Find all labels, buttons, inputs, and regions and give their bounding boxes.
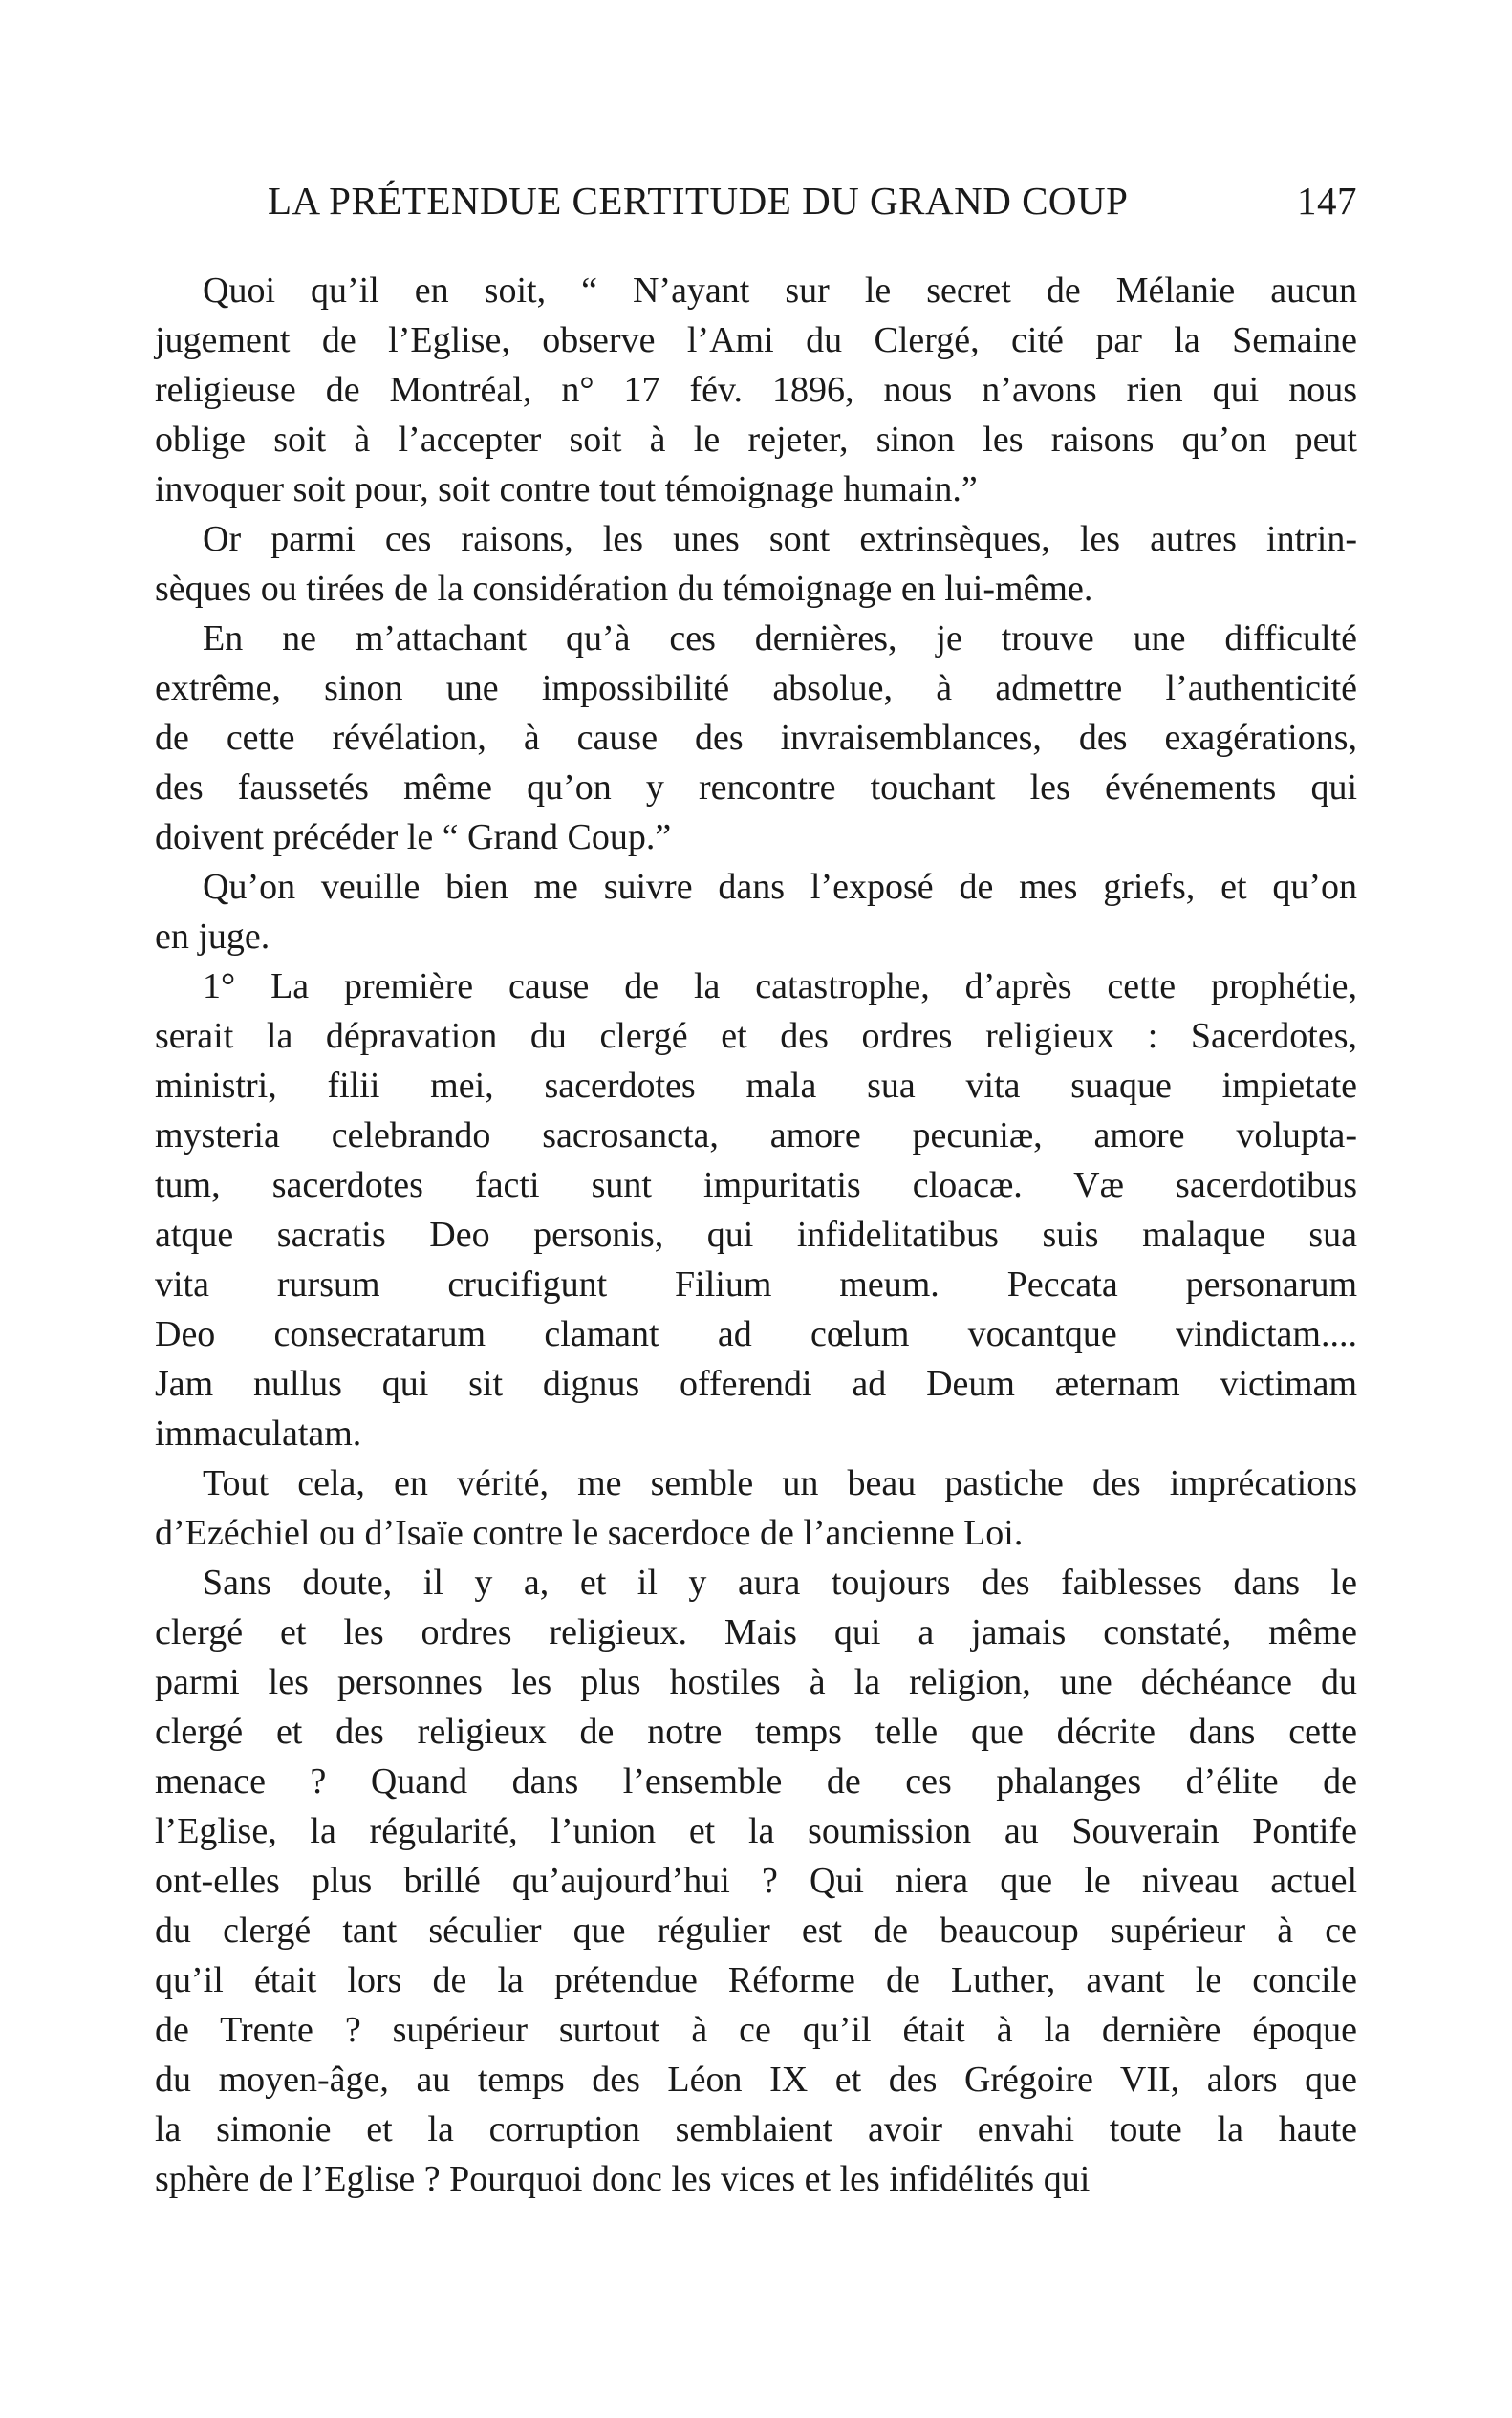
text-line: en juge. xyxy=(155,917,270,957)
text-line: 1° La première cause de la catastrophe, d’après cette prophétie, xyxy=(203,966,1357,1006)
text-line: doivent précéder le “ Grand Coup.” xyxy=(155,817,672,857)
text-line: Jam nullus qui sit dignus offerendi ad Deum æternam victimam xyxy=(155,1364,1357,1404)
text-line: sphère de l’Eglise ? Pourquoi donc les vices et les infidélités qui xyxy=(155,2159,1091,2199)
text-line: du moyen-âge, au temps des Léon IX et des Grégoire VII, alors que xyxy=(155,2060,1357,2100)
text-line: immaculatam. xyxy=(155,1414,362,1454)
text-line: d’Ezéchiel ou d’Isaïe contre le sacerdoce de l’ancienne Loi. xyxy=(155,1513,1024,1553)
running-head xyxy=(268,178,1357,235)
text-line: Quoi qu’il en soit, “ N’ayant sur le secret de Mélanie aucun xyxy=(203,270,1357,311)
text-line: oblige soit à l’accepter soit à le rejeter, sinon les raisons qu’on peut xyxy=(155,420,1357,460)
text-line: Or parmi ces raisons, les unes sont extrinsèques, les autres intrin- xyxy=(203,519,1357,559)
text-line: vita rursum crucifigunt Filium meum. Peccata personarum xyxy=(155,1264,1357,1305)
text-line: Qu’on veuille bien me suivre dans l’exposé de mes griefs, et qu’on xyxy=(203,867,1357,907)
text-line: clergé et les ordres religieux. Mais qui a jamais constaté, même xyxy=(155,1612,1357,1652)
text-line: l’Eglise, la régularité, l’union et la soumission au Souverain Pontife xyxy=(155,1811,1357,1851)
text-line: religieuse de Montréal, n° 17 fév. 1896, nous n’avons rien qui nous xyxy=(155,370,1357,410)
paragraph xyxy=(155,614,1357,862)
paragraph xyxy=(155,1558,1357,2204)
text-line: la simonie et la corruption semblaient avoir envahi toute la haute xyxy=(155,2109,1357,2149)
text-line: Sans doute, il y a, et il y aura toujours des faiblesses dans le xyxy=(203,1563,1357,1603)
paragraph xyxy=(155,862,1357,961)
text-line: ont-elles plus brillé qu’aujourd’hui ? Qui niera que le niveau actuel xyxy=(155,1861,1357,1901)
text-line: de Trente ? supérieur surtout à ce qu’il était à la dernière époque xyxy=(155,2010,1357,2050)
text-line: ministri, filii mei, sacerdotes mala sua vita suaque impietate xyxy=(155,1066,1357,1106)
text-line: Tout cela, en vérité, me semble un beau pastiche des imprécations xyxy=(203,1463,1357,1503)
text-line: atque sacratis Deo personis, qui infidelitatibus suis malaque sua xyxy=(155,1215,1357,1255)
text-line: En ne m’attachant qu’à ces dernières, je trouve une difficulté xyxy=(203,618,1357,658)
paragraph xyxy=(155,961,1357,1458)
text-line: Deo consecratarum clamant ad cœlum vocantque vindictam.... xyxy=(155,1314,1357,1354)
text-line: menace ? Quand dans l’ensemble de ces phalanges d’élite de xyxy=(155,1761,1357,1802)
paragraph xyxy=(155,266,1357,514)
text-line: sèques ou tirées de la considération du témoignage en lui-même. xyxy=(155,569,1093,609)
text-line: qu’il était lors de la prétendue Réforme de Luther, avant le concile xyxy=(155,1960,1357,2000)
text-line: tum, sacerdotes facti sunt impuritatis cloacæ. Væ sacerdotibus xyxy=(155,1165,1357,1205)
paragraph xyxy=(155,514,1357,614)
paragraph xyxy=(155,1458,1357,1558)
text-line: extrême, sinon une impossibilité absolue, à admettre l’authenticité xyxy=(155,668,1357,708)
text-line: jugement de l’Eglise, observe l’Ami du Clergé, cité par la Semaine xyxy=(155,320,1357,360)
running-title: LA PRÉTENDUE CERTITUDE DU GRAND COUP xyxy=(268,179,1129,223)
text-line: des faussetés même qu’on y rencontre touchant les événements qui xyxy=(155,767,1357,808)
body-text xyxy=(155,266,1357,2204)
text-line: du clergé tant séculier que régulier est de beaucoup supérieur à ce xyxy=(155,1911,1357,1951)
text-line: serait la dépravation du clergé et des ordres religieux : Sacerdotes, xyxy=(155,1016,1357,1056)
text-line: clergé et des religieux de notre temps telle que décrite dans cette xyxy=(155,1712,1357,1752)
text-line: de cette révélation, à cause des invraisemblances, des exagérations, xyxy=(155,718,1357,758)
text-line: mysteria celebrando sacrosancta, amore pecuniæ, amore volupta- xyxy=(155,1115,1357,1155)
text-line: invoquer soit pour, soit contre tout témoignage humain.” xyxy=(155,469,978,509)
page-number: 147 xyxy=(1297,179,1357,223)
text-line: parmi les personnes les plus hostiles à la religion, une déchéance du xyxy=(155,1662,1357,1702)
